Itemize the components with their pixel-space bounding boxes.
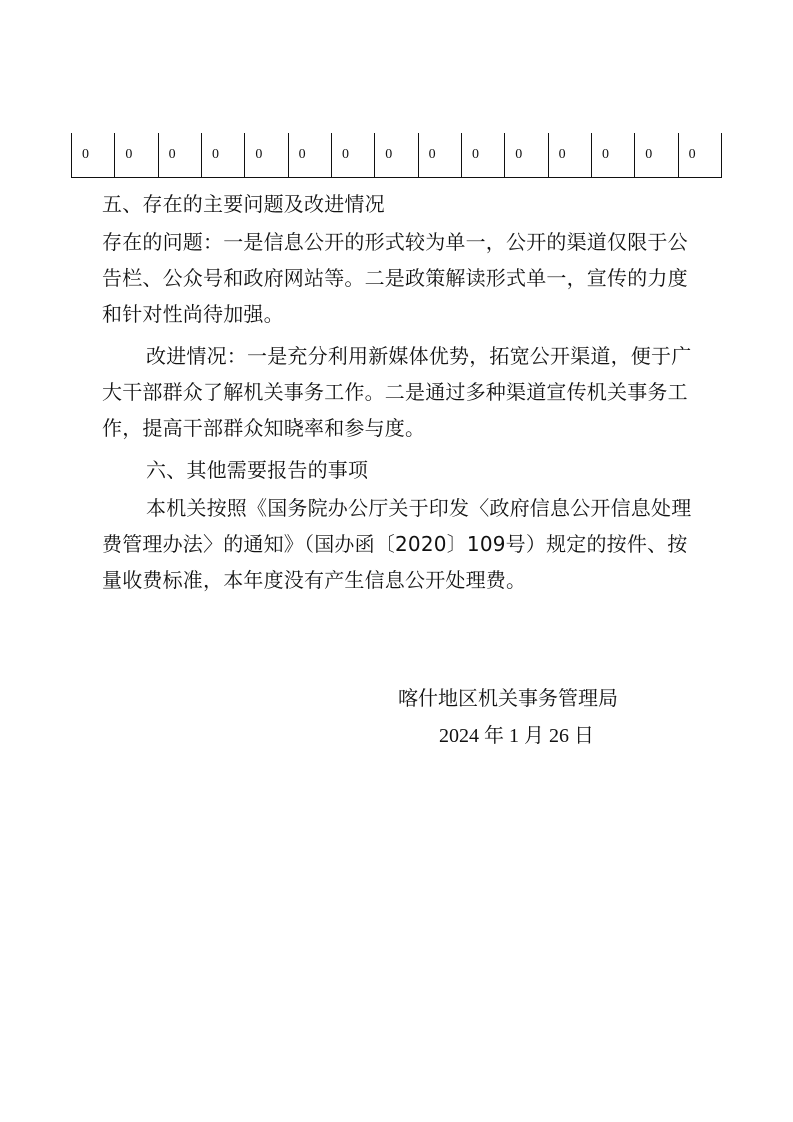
table-cell: 0	[418, 133, 461, 178]
table-cell: 0	[331, 133, 374, 178]
table-cell: 0	[201, 133, 244, 178]
table-cell: 0	[548, 133, 591, 178]
section-five-heading: 五、存在的主要问题及改进情况	[102, 192, 385, 216]
table-cell: 0	[635, 133, 678, 178]
table-row	[72, 133, 722, 178]
statistics-table	[71, 133, 722, 178]
table-cell: 0	[678, 133, 721, 178]
improvements-paragraph: 改进情况：一是充分利用新媒体优势，拓宽公开渠道，便于广大干部群众了解机关事务工作。二是通过多种渠道宣传机关事务工作，提高干部群众知晓率和参与度。	[102, 344, 692, 440]
table-cell: 0	[591, 133, 634, 178]
table-cell: 0	[115, 133, 158, 178]
table-cell: 0	[72, 133, 115, 178]
section-six-heading: 六、其他需要报告的事项	[146, 458, 369, 482]
table-cell: 0	[461, 133, 504, 178]
table-cell: 0	[375, 133, 418, 178]
fee-paragraph: 本机关按照《国务院办公厅关于印发〈政府信息公开信息处理费管理办法〉的通知》（国办函〔2020〕109号）规定的按件、按量收费标准，本年度没有产生信息公开处理费。	[102, 496, 692, 592]
table-cell: 0	[158, 133, 201, 178]
signature-organization: 喀什地区机关事务管理局	[398, 686, 618, 710]
table-cell: 0	[288, 133, 331, 178]
table-cell: 0	[245, 133, 288, 178]
table-cell: 0	[505, 133, 548, 178]
signature-date: 2024 年 1 月 26 日	[439, 725, 594, 747]
problems-paragraph: 存在的问题：一是信息公开的形式较为单一，公开的渠道仅限于公告栏、公众号和政府网站等。二是政策解读形式单一，宣传的力度和针对性尚待加强。	[102, 230, 688, 326]
